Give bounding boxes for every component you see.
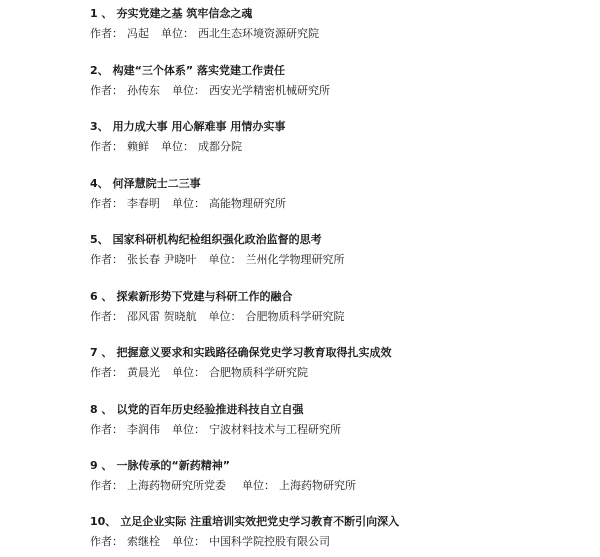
unit-label: 单位： <box>242 479 275 492</box>
entry-number: 3、 <box>90 120 109 133</box>
entry-title-text: 立足企业实际 注重培训实效把党史学习教育不断引向深入 <box>120 515 400 528</box>
entry-title <box>90 120 590 134</box>
unit-label: 单位： <box>172 84 205 97</box>
entry-number: 1 、 <box>90 7 113 20</box>
author-label: 作者： <box>90 423 123 436</box>
entry-meta <box>90 27 590 41</box>
entry-title-text: 国家科研机构纪检组织强化政治监督的思考 <box>112 233 322 246</box>
author-name: 孙传东 <box>127 84 160 97</box>
author-label: 作者： <box>90 140 123 153</box>
entry-title-text: 何泽慧院士二三事 <box>112 177 201 190</box>
unit-label: 单位： <box>208 310 242 323</box>
author-label: 作者： <box>90 253 123 266</box>
author-name: 李润伟 <box>127 423 160 436</box>
entry-meta <box>90 84 590 98</box>
entry-title-text: 用力成大事 用心解难事 用情办实事 <box>112 120 286 133</box>
author-label: 作者： <box>90 366 123 379</box>
author-label: 作者： <box>90 479 123 492</box>
author-name: 冯起 <box>127 27 149 40</box>
entry-meta <box>90 423 590 437</box>
entry-number: 8 、 <box>90 403 113 416</box>
unit-label: 单位： <box>172 535 205 548</box>
author-name: 索继栓 <box>127 535 160 548</box>
author-label: 作者： <box>90 535 123 548</box>
entry-number: 5、 <box>90 233 109 246</box>
unit-name: 成都分院 <box>198 140 242 153</box>
unit-name: 合肥物质科学研究院 <box>209 366 308 379</box>
author-label: 作者： <box>90 84 123 97</box>
author-name: 张长春 尹晓叶 <box>127 253 197 266</box>
author-label: 作者： <box>90 310 123 323</box>
entry-title-text: 以党的百年历史经验推进科技自立自强 <box>116 403 304 416</box>
unit-name: 中国科学院控股有限公司 <box>209 535 330 548</box>
author-name: 赖鲜 <box>127 140 149 153</box>
entry-number: 7 、 <box>90 346 113 359</box>
entry-number: 9 、 <box>90 459 113 472</box>
entry-title-text: 把握意义要求和实践路径确保党史学习教育取得扎实成效 <box>116 346 392 359</box>
entry-meta <box>90 366 590 380</box>
unit-label: 单位： <box>172 423 205 436</box>
entry-meta <box>90 253 590 267</box>
author-name: 邵风雷 贺晓航 <box>127 310 197 323</box>
list-item <box>90 120 590 154</box>
list-item <box>90 346 590 380</box>
author-name: 李春明 <box>127 197 160 210</box>
entry-title <box>90 7 590 21</box>
list-item <box>90 233 590 267</box>
author-name: 上海药物研究所党委 <box>127 479 226 492</box>
list-item <box>90 459 590 493</box>
unit-name: 宁波材料技术与工程研究所 <box>209 423 341 436</box>
list-item <box>90 290 590 324</box>
entry-title-text: 一脉传承的“新药精神” <box>116 459 230 472</box>
author-label: 作者： <box>90 197 123 210</box>
unit-label: 单位： <box>172 197 205 210</box>
unit-label: 单位： <box>161 140 194 153</box>
entry-title <box>90 403 590 417</box>
unit-name: 兰州化学物理研究所 <box>245 253 345 266</box>
entry-title <box>90 346 590 360</box>
unit-name: 西北生态环境资源研究院 <box>198 27 319 40</box>
entry-title <box>90 290 590 304</box>
entry-title-text: 夯实党建之基 筑牢信念之魂 <box>116 7 253 20</box>
entry-title-text: 构建“三个体系” 落实党建工作责任 <box>112 64 285 77</box>
entry-title <box>90 64 590 78</box>
entry-title <box>90 459 590 473</box>
entry-title-text: 探索新形势下党建与科研工作的融合 <box>116 290 293 303</box>
author-name: 黄晨光 <box>127 366 160 379</box>
entry-meta <box>90 140 590 154</box>
entry-title <box>90 233 590 247</box>
unit-name: 上海药物研究所 <box>279 479 356 492</box>
list-item <box>90 515 590 549</box>
unit-name: 西安光学精密机械研究所 <box>209 84 330 97</box>
unit-name: 高能物理研究所 <box>209 197 286 210</box>
list-item <box>90 7 590 41</box>
entry-meta <box>90 535 590 549</box>
unit-label: 单位： <box>172 366 205 379</box>
entry-title <box>90 177 590 191</box>
author-label: 作者： <box>90 27 123 40</box>
entry-title <box>90 515 590 529</box>
entry-meta <box>90 310 590 324</box>
unit-name: 合肥物质科学研究院 <box>245 310 345 323</box>
list-item <box>90 64 590 98</box>
entry-number: 10、 <box>90 515 117 528</box>
list-item <box>90 177 590 211</box>
unit-label: 单位： <box>161 27 194 40</box>
entry-number: 2、 <box>90 64 109 77</box>
unit-label: 单位： <box>208 253 242 266</box>
entry-number: 6 、 <box>90 290 113 303</box>
entry-meta <box>90 197 590 211</box>
list-item <box>90 403 590 437</box>
entry-meta <box>90 479 590 493</box>
entry-number: 4、 <box>90 177 109 190</box>
